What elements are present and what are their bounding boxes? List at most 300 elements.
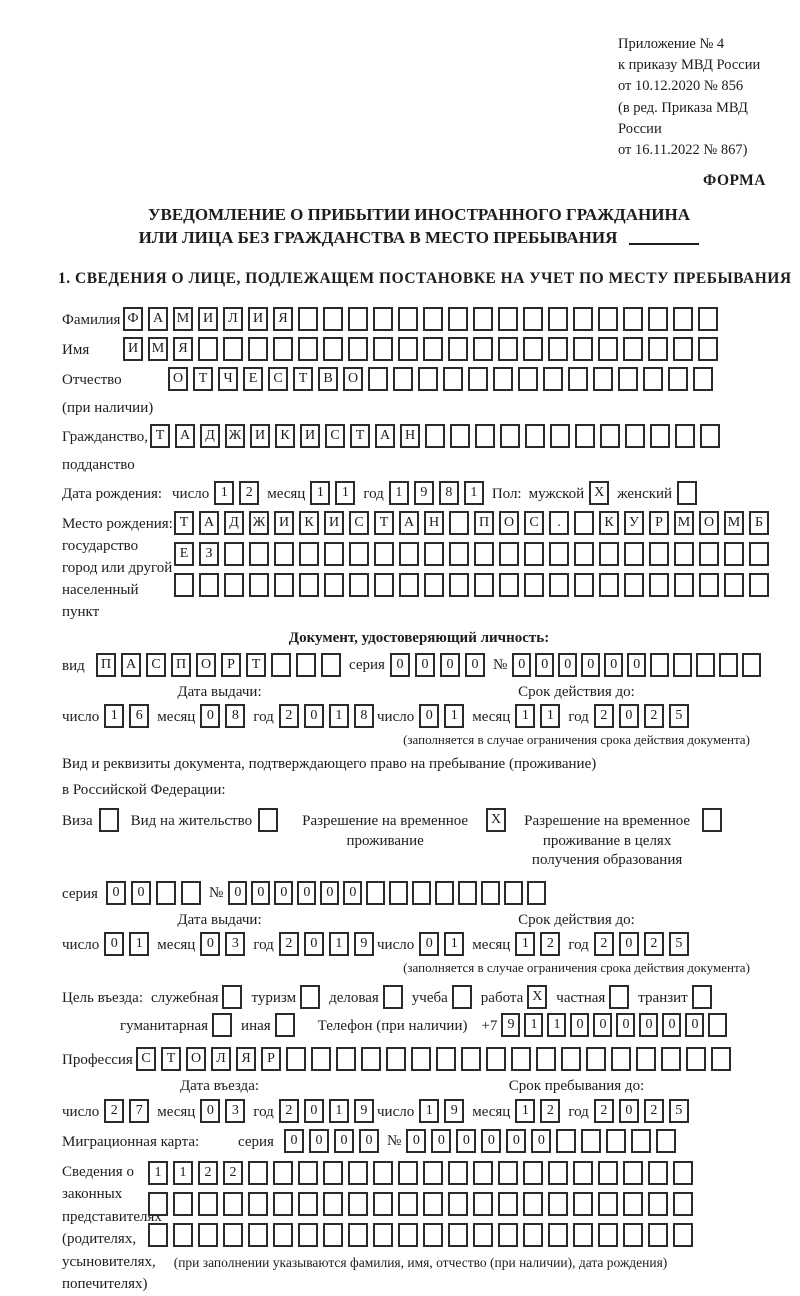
- char-cell: [673, 1192, 693, 1216]
- birthplace-boxes: [174, 511, 769, 604]
- char-cell: [549, 573, 569, 597]
- name-boxes: [123, 337, 718, 361]
- char-cell: [399, 573, 419, 597]
- res-issue-month-boxes: [200, 932, 245, 956]
- char-cell: Т: [150, 424, 170, 448]
- char-cell: [448, 307, 468, 331]
- char-cell: X: [527, 985, 547, 1009]
- char-cell: Т: [350, 424, 370, 448]
- char-cell: [648, 1223, 668, 1247]
- char-cell: [711, 1047, 731, 1071]
- char-cell: 8: [439, 481, 459, 505]
- char-cell: [425, 424, 445, 448]
- char-cell: 1: [464, 481, 484, 505]
- char-cell: [719, 653, 738, 677]
- char-cell: [498, 1161, 518, 1185]
- char-cell: [648, 1192, 668, 1216]
- char-cell: [623, 1161, 643, 1185]
- char-cell: [273, 1192, 293, 1216]
- char-cell: [423, 337, 443, 361]
- char-cell: [625, 424, 645, 448]
- entry-year-boxes: [279, 1099, 374, 1123]
- char-cell: [574, 573, 594, 597]
- char-cell: 0: [419, 932, 439, 956]
- char-cell: 0: [106, 881, 126, 905]
- char-cell: [561, 1047, 581, 1071]
- char-cell: [423, 1192, 443, 1216]
- char-cell: 0: [415, 653, 435, 677]
- representatives-field: [62, 1159, 776, 1296]
- section1-heading: 1. СВЕДЕНИЯ О ЛИЦЕ, ПОДЛЕЖАЩЕМ ПОСТАНОВКЕ НА УЧЕТ ПО МЕСТУ ПРЕБЫВАНИЯ: [58, 270, 792, 288]
- char-cell: [623, 337, 643, 361]
- char-cell: [573, 307, 593, 331]
- char-cell: Н: [400, 424, 420, 448]
- representatives-row2: [148, 1192, 693, 1216]
- surname-label: Фамилия: [62, 312, 121, 329]
- entry-purpose-label: Цель въезда:: [62, 990, 143, 1007]
- name-label: Имя: [62, 342, 90, 359]
- char-cell: 0: [465, 653, 485, 677]
- char-cell: [523, 1192, 543, 1216]
- char-cell: [549, 542, 569, 566]
- char-cell: [536, 1047, 556, 1071]
- study-checkbox: [452, 985, 472, 1009]
- char-cell: [500, 424, 520, 448]
- char-cell: [248, 337, 268, 361]
- char-cell: [481, 881, 500, 905]
- char-cell: [523, 1161, 543, 1185]
- char-cell: С: [524, 511, 544, 535]
- char-cell: [636, 1047, 656, 1071]
- char-cell: [249, 542, 269, 566]
- char-cell: [449, 511, 469, 535]
- char-cell: [275, 1013, 295, 1037]
- char-cell: 5: [669, 932, 689, 956]
- birthplace-row2: [174, 542, 769, 566]
- char-cell: 0: [616, 1013, 635, 1037]
- char-cell: [198, 1192, 218, 1216]
- purpose-study: учеба: [412, 985, 472, 1009]
- char-cell: [148, 1223, 168, 1247]
- char-cell: [598, 1161, 618, 1185]
- char-cell: [448, 337, 468, 361]
- char-cell: [435, 881, 454, 905]
- stay-year-boxes: [594, 1099, 689, 1123]
- char-cell: М: [674, 511, 694, 535]
- char-cell: [374, 542, 394, 566]
- char-cell: [248, 1223, 268, 1247]
- appendix-line: Приложение № 4: [618, 36, 725, 52]
- char-cell: [498, 1223, 518, 1247]
- char-cell: К: [275, 424, 295, 448]
- char-cell: Е: [243, 367, 263, 391]
- char-cell: 2: [644, 704, 664, 728]
- char-cell: [286, 1047, 306, 1071]
- entry-month-boxes: [200, 1099, 245, 1123]
- char-cell: 0: [558, 653, 577, 677]
- visa-checkbox: [99, 808, 119, 832]
- char-cell: [609, 985, 629, 1009]
- char-cell: [742, 653, 761, 677]
- char-cell: [399, 542, 419, 566]
- char-cell: [398, 307, 418, 331]
- char-cell: [398, 1223, 418, 1247]
- char-cell: Р: [649, 511, 669, 535]
- char-cell: [475, 424, 495, 448]
- char-cell: [548, 1223, 568, 1247]
- char-cell: А: [399, 511, 419, 535]
- char-cell: Р: [261, 1047, 281, 1071]
- expiry-year-boxes: [594, 704, 689, 728]
- birth-year-boxes: [389, 481, 484, 505]
- char-cell: 0: [304, 932, 324, 956]
- char-cell: [598, 1192, 618, 1216]
- char-cell: [524, 573, 544, 597]
- char-cell: X: [486, 808, 506, 832]
- char-cell: Р: [221, 653, 241, 677]
- migration-number-sign: №: [387, 1132, 402, 1149]
- phone-boxes: [501, 1013, 727, 1037]
- patronymic-label: Отчество (при наличии): [62, 372, 154, 416]
- char-cell: 1: [104, 704, 124, 728]
- char-cell: 0: [200, 704, 220, 728]
- char-cell: 0: [506, 1129, 526, 1153]
- char-cell: [273, 1223, 293, 1247]
- char-cell: [650, 424, 670, 448]
- profession-boxes: [136, 1047, 731, 1071]
- char-cell: [198, 337, 218, 361]
- char-cell: 9: [501, 1013, 520, 1037]
- patronymic-field: [62, 367, 776, 418]
- birthdate-sex-row: [62, 481, 776, 505]
- char-cell: [556, 1129, 576, 1153]
- char-cell: 1: [515, 1099, 535, 1123]
- stay-day-boxes: [419, 1099, 464, 1123]
- char-cell: Б: [749, 511, 769, 535]
- char-cell: [696, 653, 715, 677]
- char-cell: 0: [481, 1129, 501, 1153]
- res-expiry-day-boxes: [419, 932, 464, 956]
- char-cell: 7: [129, 1099, 149, 1123]
- char-cell: Я: [173, 337, 193, 361]
- char-cell: [661, 1047, 681, 1071]
- char-cell: 2: [279, 704, 299, 728]
- char-cell: 9: [354, 932, 374, 956]
- migration-card-row: [62, 1129, 776, 1153]
- char-cell: 0: [531, 1129, 551, 1153]
- char-cell: 0: [309, 1129, 329, 1153]
- char-cell: [348, 337, 368, 361]
- private-checkbox: [609, 985, 629, 1009]
- migration-number-boxes: [406, 1129, 676, 1153]
- char-cell: [223, 337, 243, 361]
- representatives-note: (при заполнении указываются фамилия, имя, отчество (при наличии), дата рождения): [173, 1254, 668, 1270]
- char-cell: [468, 367, 488, 391]
- char-cell: 9: [414, 481, 434, 505]
- char-cell: [686, 1047, 706, 1071]
- char-cell: [749, 542, 769, 566]
- char-cell: 1: [329, 932, 349, 956]
- char-cell: [648, 337, 668, 361]
- char-cell: П: [96, 653, 116, 677]
- purpose-private: частная: [556, 985, 629, 1009]
- char-cell: [648, 1161, 668, 1185]
- char-cell: 5: [669, 704, 689, 728]
- char-cell: 2: [540, 1099, 560, 1123]
- char-cell: [599, 573, 619, 597]
- purpose-business: деловая: [329, 985, 403, 1009]
- char-cell: [575, 424, 595, 448]
- char-cell: Т: [246, 653, 266, 677]
- char-cell: [631, 1129, 651, 1153]
- char-cell: И: [300, 424, 320, 448]
- char-cell: 1: [148, 1161, 168, 1185]
- char-cell: [473, 1192, 493, 1216]
- char-cell: [450, 424, 470, 448]
- char-cell: [675, 424, 695, 448]
- char-cell: 1: [214, 481, 234, 505]
- char-cell: [548, 307, 568, 331]
- char-cell: 1: [547, 1013, 566, 1037]
- char-cell: Т: [174, 511, 194, 535]
- char-cell: [156, 881, 176, 905]
- char-cell: 0: [334, 1129, 354, 1153]
- residence-doc-dates: Дата выдачи: число 0 1 месяц 0 3 год 2 0 1 9 Срок действия до: число 0 1 месяц 1 2 год 2 0 2 5 (заполняется в случае ограничения срока действия документа): [62, 911, 776, 977]
- char-cell: [173, 1192, 193, 1216]
- char-cell: 0: [639, 1013, 658, 1037]
- char-cell: [348, 1223, 368, 1247]
- char-cell: Д: [200, 424, 220, 448]
- char-cell: [674, 573, 694, 597]
- char-cell: [586, 1047, 606, 1071]
- char-cell: В: [318, 367, 338, 391]
- char-cell: 1: [335, 481, 355, 505]
- char-cell: [550, 424, 570, 448]
- char-cell: [321, 653, 341, 677]
- char-cell: [299, 542, 319, 566]
- char-cell: [323, 1223, 343, 1247]
- char-cell: [348, 1161, 368, 1185]
- birthdate-label: Дата рождения:: [62, 486, 163, 503]
- char-cell: [424, 573, 444, 597]
- char-cell: [224, 542, 244, 566]
- char-cell: 0: [343, 881, 362, 905]
- birthplace-field: [62, 511, 776, 623]
- migration-series-boxes: [284, 1129, 379, 1153]
- char-cell: [600, 424, 620, 448]
- appendix-line: от 10.12.2020 № 856: [618, 78, 744, 94]
- amendment-line: (в ред. Приказа МВД России: [618, 100, 748, 137]
- char-cell: Л: [223, 307, 243, 331]
- char-cell: [524, 542, 544, 566]
- char-cell: 2: [239, 481, 259, 505]
- humanitarian-checkbox: [212, 1013, 232, 1037]
- form-title-line1: УВЕДОМЛЕНИЕ О ПРИБЫТИИ ИНОСТРАННОГО ГРАЖДАНИНА: [148, 205, 690, 225]
- char-cell: [271, 653, 291, 677]
- char-cell: И: [123, 337, 143, 361]
- residence-doc-series-row: [62, 881, 776, 905]
- char-cell: Я: [236, 1047, 256, 1071]
- char-cell: 0: [284, 1129, 304, 1153]
- char-cell: [323, 307, 343, 331]
- char-cell: [412, 881, 431, 905]
- char-cell: [249, 573, 269, 597]
- work-checkbox: [527, 985, 547, 1009]
- char-cell: [523, 337, 543, 361]
- char-cell: Д: [224, 511, 244, 535]
- char-cell: 9: [354, 1099, 374, 1123]
- char-cell: 2: [279, 932, 299, 956]
- char-cell: Ч: [218, 367, 238, 391]
- char-cell: [458, 881, 477, 905]
- citizenship-label: Гражданство, подданство: [62, 429, 149, 473]
- res-issue-year-boxes: [279, 932, 374, 956]
- char-cell: О: [499, 511, 519, 535]
- residence-number-sign: №: [209, 884, 224, 901]
- stay-month-boxes: [515, 1099, 560, 1123]
- char-cell: [373, 1192, 393, 1216]
- char-cell: [448, 1192, 468, 1216]
- char-cell: 0: [604, 653, 623, 677]
- char-cell: К: [299, 511, 319, 535]
- char-cell: [373, 307, 393, 331]
- purpose-other: иная: [241, 1013, 295, 1037]
- char-cell: [398, 1192, 418, 1216]
- char-cell: 1: [515, 932, 535, 956]
- char-cell: 0: [431, 1129, 451, 1153]
- char-cell: [324, 542, 344, 566]
- expiry-day-boxes: [419, 704, 464, 728]
- char-cell: [323, 1192, 343, 1216]
- doc-number-boxes: [512, 653, 761, 677]
- char-cell: С: [136, 1047, 156, 1071]
- char-cell: И: [248, 307, 268, 331]
- char-cell: [223, 1223, 243, 1247]
- char-cell: [525, 424, 545, 448]
- amendment-line: от 16.11.2022 № 867): [618, 142, 748, 158]
- char-cell: 0: [593, 1013, 612, 1037]
- char-cell: [298, 337, 318, 361]
- res-expiry-month-boxes: [515, 932, 560, 956]
- char-cell: [298, 307, 318, 331]
- char-cell: [373, 337, 393, 361]
- char-cell: [593, 367, 613, 391]
- transit-checkbox: [692, 985, 712, 1009]
- char-cell: [383, 985, 403, 1009]
- temporary-residence-checkbox: [486, 808, 506, 832]
- char-cell: Ф: [123, 307, 143, 331]
- residence-doc-options: [62, 808, 776, 871]
- residence-doc-intro2: в Российской Федерации:: [62, 781, 226, 798]
- representatives-row1: [148, 1161, 693, 1185]
- char-cell: [258, 808, 278, 832]
- char-cell: [473, 1161, 493, 1185]
- char-cell: [649, 542, 669, 566]
- option-temporary-residence: Разрешение на временное проживание X: [290, 808, 506, 851]
- char-cell: [212, 1013, 232, 1037]
- doc-number-sign: №: [492, 656, 508, 673]
- char-cell: [698, 307, 718, 331]
- char-cell: [323, 337, 343, 361]
- char-cell: [398, 1161, 418, 1185]
- representatives-row3: [148, 1223, 693, 1247]
- char-cell: Т: [193, 367, 213, 391]
- char-cell: 3: [225, 932, 245, 956]
- year-label: год: [363, 486, 384, 503]
- char-cell: 2: [279, 1099, 299, 1123]
- char-cell: Е: [174, 542, 194, 566]
- char-cell: [574, 511, 594, 535]
- char-cell: И: [198, 307, 218, 331]
- char-cell: 0: [251, 881, 270, 905]
- char-cell: А: [121, 653, 141, 677]
- business-checkbox: [383, 985, 403, 1009]
- char-cell: И: [274, 511, 294, 535]
- identity-doc-heading: Документ, удостоверяющий личность:: [288, 630, 550, 647]
- char-cell: [702, 808, 722, 832]
- char-cell: [700, 424, 720, 448]
- char-cell: Ж: [249, 511, 269, 535]
- char-cell: 2: [594, 704, 614, 728]
- sex-female-label: женский: [617, 486, 673, 503]
- char-cell: 8: [225, 704, 245, 728]
- title-blank-underline: [629, 243, 699, 245]
- char-cell: [311, 1047, 331, 1071]
- char-cell: [674, 542, 694, 566]
- res-expiry-note: (заполняется в случае ограничения срока действия документа): [403, 960, 750, 976]
- char-cell: [623, 307, 643, 331]
- char-cell: 3: [225, 1099, 245, 1123]
- char-cell: 0: [359, 1129, 379, 1153]
- char-cell: [349, 573, 369, 597]
- char-cell: С: [146, 653, 166, 677]
- option-education-residence: Разрешение на временное проживание в целях получения образования: [518, 808, 722, 871]
- char-cell: 0: [304, 704, 324, 728]
- res-issue-day-boxes: [104, 932, 149, 956]
- char-cell: [386, 1047, 406, 1071]
- char-cell: [504, 881, 523, 905]
- char-cell: [449, 573, 469, 597]
- char-cell: 9: [444, 1099, 464, 1123]
- char-cell: [361, 1047, 381, 1071]
- char-cell: [298, 1192, 318, 1216]
- education-residence-checkbox: [702, 808, 722, 832]
- char-cell: [248, 1161, 268, 1185]
- char-cell: [699, 573, 719, 597]
- char-cell: [373, 1161, 393, 1185]
- residence-permit-checkbox: [258, 808, 278, 832]
- char-cell: [348, 307, 368, 331]
- char-cell: [598, 337, 618, 361]
- entry-purpose-row: [62, 985, 776, 1009]
- birthplace-row3: [174, 573, 769, 597]
- identity-doc-dates: Дата выдачи: число 1 6 месяц 0 8 год 2 0 1 8 Срок действия до: число 0 1 месяц 1 1 год 2 0 2 5 (заполняется в случае ограничения срока действия документа): [62, 683, 776, 749]
- char-cell: [373, 1223, 393, 1247]
- char-cell: [423, 1223, 443, 1247]
- char-cell: [273, 337, 293, 361]
- purpose-work: работа X: [481, 985, 548, 1009]
- phone-prefix: +7: [481, 1018, 498, 1035]
- char-cell: [248, 1192, 268, 1216]
- char-cell: 2: [223, 1161, 243, 1185]
- char-cell: [573, 1161, 593, 1185]
- appendix-block: [618, 34, 776, 161]
- char-cell: [623, 1223, 643, 1247]
- char-cell: [523, 307, 543, 331]
- char-cell: [699, 542, 719, 566]
- char-cell: [296, 653, 316, 677]
- char-cell: [473, 1223, 493, 1247]
